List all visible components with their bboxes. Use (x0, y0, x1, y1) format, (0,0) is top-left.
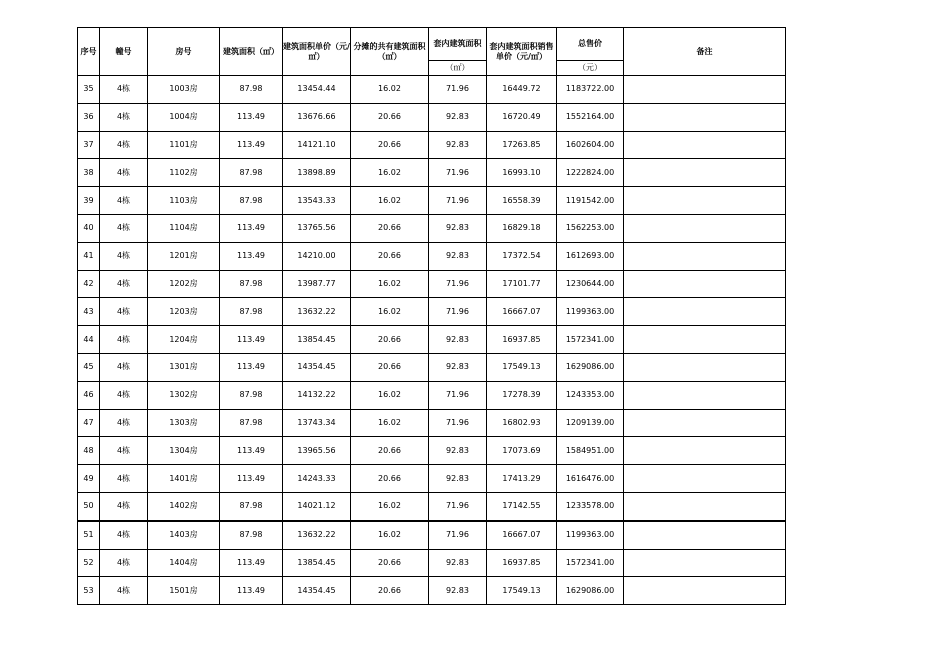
cell-shared-area: 20.66 (351, 465, 429, 493)
cell-total-price: 1183722.00 (557, 76, 624, 104)
cell-area: 87.98 (220, 409, 283, 437)
header-remark: 备注 (624, 28, 786, 76)
cell-inner-area: 71.96 (429, 298, 487, 326)
cell-seq: 40 (78, 214, 100, 242)
cell-price-per-area: 13632.22 (283, 298, 351, 326)
cell-inner-area: 92.83 (429, 214, 487, 242)
cell-shared-area: 16.02 (351, 298, 429, 326)
cell-shared-area: 16.02 (351, 492, 429, 520)
header-inner-area-unit: （㎡） (429, 61, 487, 76)
cell-area: 87.98 (220, 76, 283, 104)
cell-inner-price: 16802.93 (487, 409, 557, 437)
cell-room: 1303房 (148, 409, 220, 437)
cell-shared-area: 16.02 (351, 409, 429, 437)
cell-inner-price: 17101.77 (487, 270, 557, 298)
header-inner-price: 套内建筑面积销售单价（元/㎡） (487, 28, 557, 76)
table-row (78, 298, 786, 326)
cell-total-price: 1562253.00 (557, 214, 624, 242)
cell-room: 1204房 (148, 326, 220, 354)
cell-inner-area: 92.83 (429, 353, 487, 381)
cell-inner-price: 16993.10 (487, 159, 557, 187)
cell-total-price: 1629086.00 (557, 577, 624, 605)
cell-building: 4栋 (100, 409, 148, 437)
cell-inner-price: 16667.07 (487, 298, 557, 326)
cell-seq: 46 (78, 381, 100, 409)
cell-shared-area: 20.66 (351, 326, 429, 354)
cell-total-price: 1199363.00 (557, 298, 624, 326)
table-row (78, 270, 786, 298)
table-row (78, 465, 786, 493)
cell-remark (624, 437, 786, 465)
cell-building: 4栋 (100, 131, 148, 159)
cell-shared-area: 20.66 (351, 242, 429, 270)
cell-seq: 45 (78, 353, 100, 381)
cell-area: 113.49 (220, 437, 283, 465)
cell-shared-area: 16.02 (351, 187, 429, 215)
cell-shared-area: 20.66 (351, 131, 429, 159)
cell-remark (624, 353, 786, 381)
cell-inner-area: 71.96 (429, 187, 487, 215)
cell-area: 87.98 (220, 298, 283, 326)
cell-room: 1004房 (148, 103, 220, 131)
cell-remark (624, 214, 786, 242)
cell-building: 4栋 (100, 242, 148, 270)
cell-seq: 41 (78, 242, 100, 270)
cell-seq: 47 (78, 409, 100, 437)
cell-inner-price: 16667.07 (487, 521, 557, 549)
cell-area: 113.49 (220, 549, 283, 577)
cell-room: 1203房 (148, 298, 220, 326)
cell-area: 113.49 (220, 103, 283, 131)
cell-price-per-area: 14121.10 (283, 131, 351, 159)
cell-inner-price: 17263.85 (487, 131, 557, 159)
cell-room: 1202房 (148, 270, 220, 298)
cell-total-price: 1612693.00 (557, 242, 624, 270)
cell-price-per-area: 13987.77 (283, 270, 351, 298)
cell-price-per-area: 13543.33 (283, 187, 351, 215)
header-area: 建筑面积（㎡） (220, 28, 283, 76)
cell-area: 87.98 (220, 492, 283, 520)
cell-remark (624, 131, 786, 159)
header-total-price: 总售价 (557, 28, 624, 61)
cell-building: 4栋 (100, 214, 148, 242)
cell-price-per-area: 13454.44 (283, 76, 351, 104)
table-row (78, 159, 786, 187)
cell-shared-area: 16.02 (351, 76, 429, 104)
cell-inner-price: 17073.69 (487, 437, 557, 465)
header-room: 房号 (148, 28, 220, 76)
cell-remark (624, 409, 786, 437)
cell-room: 1402房 (148, 492, 220, 520)
cell-seq: 37 (78, 131, 100, 159)
cell-building: 4栋 (100, 381, 148, 409)
cell-total-price: 1191542.00 (557, 187, 624, 215)
cell-inner-price: 16449.72 (487, 76, 557, 104)
cell-seq: 38 (78, 159, 100, 187)
cell-seq: 42 (78, 270, 100, 298)
table-row (78, 187, 786, 215)
cell-seq: 39 (78, 187, 100, 215)
cell-room: 1501房 (148, 577, 220, 605)
cell-inner-price: 17549.13 (487, 577, 557, 605)
cell-inner-area: 71.96 (429, 409, 487, 437)
table-row (78, 437, 786, 465)
cell-area: 87.98 (220, 159, 283, 187)
cell-price-per-area: 14243.33 (283, 465, 351, 493)
cell-area: 87.98 (220, 270, 283, 298)
cell-shared-area: 20.66 (351, 577, 429, 605)
cell-seq: 35 (78, 76, 100, 104)
cell-remark (624, 187, 786, 215)
cell-inner-price: 17142.55 (487, 492, 557, 520)
header-total-price-unit: （元） (557, 61, 624, 76)
cell-total-price: 1584951.00 (557, 437, 624, 465)
cell-price-per-area: 13965.56 (283, 437, 351, 465)
table-row (78, 214, 786, 242)
cell-inner-area: 92.83 (429, 465, 487, 493)
cell-price-per-area: 13854.45 (283, 549, 351, 577)
cell-shared-area: 20.66 (351, 353, 429, 381)
cell-total-price: 1629086.00 (557, 353, 624, 381)
cell-price-per-area: 14021.12 (283, 492, 351, 520)
cell-inner-area: 71.96 (429, 76, 487, 104)
cell-seq: 51 (78, 521, 100, 549)
cell-inner-area: 92.83 (429, 103, 487, 131)
cell-area: 113.49 (220, 131, 283, 159)
cell-remark (624, 577, 786, 605)
cell-building: 4栋 (100, 549, 148, 577)
cell-price-per-area: 13632.22 (283, 521, 351, 549)
cell-seq: 48 (78, 437, 100, 465)
cell-building: 4栋 (100, 270, 148, 298)
cell-shared-area: 20.66 (351, 214, 429, 242)
cell-room: 1104房 (148, 214, 220, 242)
cell-inner-area: 92.83 (429, 577, 487, 605)
cell-building: 4栋 (100, 492, 148, 520)
cell-room: 1201房 (148, 242, 220, 270)
cell-shared-area: 16.02 (351, 159, 429, 187)
header-shared-area: 分摊的共有建筑面积（㎡） (351, 28, 429, 76)
cell-inner-area: 71.96 (429, 270, 487, 298)
cell-remark (624, 103, 786, 131)
cell-remark (624, 298, 786, 326)
cell-room: 1302房 (148, 381, 220, 409)
cell-room: 1301房 (148, 353, 220, 381)
cell-room: 1003房 (148, 76, 220, 104)
cell-building: 4栋 (100, 103, 148, 131)
cell-area: 113.49 (220, 577, 283, 605)
table-row (78, 549, 786, 577)
cell-price-per-area: 13898.89 (283, 159, 351, 187)
table-header (78, 28, 786, 76)
cell-total-price: 1616476.00 (557, 465, 624, 493)
cell-shared-area: 20.66 (351, 103, 429, 131)
cell-total-price: 1243353.00 (557, 381, 624, 409)
cell-shared-area: 16.02 (351, 521, 429, 549)
cell-remark (624, 549, 786, 577)
table-row (78, 326, 786, 354)
cell-seq: 50 (78, 492, 100, 520)
price-table (77, 27, 786, 605)
cell-total-price: 1602604.00 (557, 131, 624, 159)
cell-area: 113.49 (220, 242, 283, 270)
table-row (78, 76, 786, 104)
cell-total-price: 1233578.00 (557, 492, 624, 520)
cell-price-per-area: 14354.45 (283, 353, 351, 381)
cell-area: 87.98 (220, 381, 283, 409)
table-row (78, 131, 786, 159)
cell-price-per-area: 13854.45 (283, 326, 351, 354)
table-row (78, 521, 786, 549)
cell-seq: 43 (78, 298, 100, 326)
cell-remark (624, 521, 786, 549)
cell-building: 4栋 (100, 326, 148, 354)
cell-inner-area: 92.83 (429, 549, 487, 577)
table-body (78, 76, 786, 605)
cell-inner-price: 16558.39 (487, 187, 557, 215)
cell-remark (624, 159, 786, 187)
cell-inner-price: 17549.13 (487, 353, 557, 381)
cell-area: 87.98 (220, 521, 283, 549)
cell-room: 1403房 (148, 521, 220, 549)
cell-inner-area: 71.96 (429, 381, 487, 409)
cell-building: 4栋 (100, 353, 148, 381)
cell-remark (624, 326, 786, 354)
cell-inner-area: 92.83 (429, 326, 487, 354)
header-building: 幢号 (100, 28, 148, 76)
cell-area: 113.49 (220, 214, 283, 242)
table-row (78, 381, 786, 409)
cell-inner-price: 16937.85 (487, 326, 557, 354)
cell-remark (624, 492, 786, 520)
cell-seq: 36 (78, 103, 100, 131)
cell-inner-price: 17413.29 (487, 465, 557, 493)
cell-area: 87.98 (220, 187, 283, 215)
cell-room: 1102房 (148, 159, 220, 187)
cell-inner-price: 17278.39 (487, 381, 557, 409)
cell-room: 1401房 (148, 465, 220, 493)
header-price-per-area: 建筑面积单价（元/㎡） (283, 28, 351, 76)
cell-building: 4栋 (100, 437, 148, 465)
cell-shared-area: 16.02 (351, 270, 429, 298)
cell-remark (624, 76, 786, 104)
cell-inner-area: 71.96 (429, 521, 487, 549)
cell-area: 113.49 (220, 353, 283, 381)
cell-total-price: 1552164.00 (557, 103, 624, 131)
cell-total-price: 1199363.00 (557, 521, 624, 549)
cell-room: 1404房 (148, 549, 220, 577)
cell-total-price: 1209139.00 (557, 409, 624, 437)
cell-inner-area: 71.96 (429, 492, 487, 520)
table-row (78, 577, 786, 605)
cell-inner-price: 16720.49 (487, 103, 557, 131)
cell-remark (624, 465, 786, 493)
cell-price-per-area: 14354.45 (283, 577, 351, 605)
cell-total-price: 1230644.00 (557, 270, 624, 298)
cell-inner-price: 16829.18 (487, 214, 557, 242)
cell-inner-area: 92.83 (429, 437, 487, 465)
cell-price-per-area: 13743.34 (283, 409, 351, 437)
cell-building: 4栋 (100, 465, 148, 493)
cell-area: 113.49 (220, 326, 283, 354)
table-row (78, 103, 786, 131)
cell-seq: 52 (78, 549, 100, 577)
cell-room: 1103房 (148, 187, 220, 215)
table-row (78, 492, 786, 520)
cell-building: 4栋 (100, 521, 148, 549)
cell-total-price: 1222824.00 (557, 159, 624, 187)
cell-inner-area: 71.96 (429, 159, 487, 187)
cell-building: 4栋 (100, 159, 148, 187)
cell-building: 4栋 (100, 187, 148, 215)
cell-inner-area: 92.83 (429, 131, 487, 159)
cell-shared-area: 20.66 (351, 549, 429, 577)
table-row (78, 409, 786, 437)
cell-price-per-area: 13765.56 (283, 214, 351, 242)
cell-price-per-area: 14132.22 (283, 381, 351, 409)
cell-price-per-area: 13676.66 (283, 103, 351, 131)
cell-seq: 49 (78, 465, 100, 493)
cell-remark (624, 381, 786, 409)
header-seq: 序号 (78, 28, 100, 76)
cell-building: 4栋 (100, 577, 148, 605)
table-row (78, 242, 786, 270)
cell-inner-price: 16937.85 (487, 549, 557, 577)
cell-seq: 44 (78, 326, 100, 354)
cell-remark (624, 270, 786, 298)
cell-room: 1101房 (148, 131, 220, 159)
cell-price-per-area: 14210.00 (283, 242, 351, 270)
cell-room: 1304房 (148, 437, 220, 465)
cell-area: 113.49 (220, 465, 283, 493)
cell-seq: 53 (78, 577, 100, 605)
cell-shared-area: 20.66 (351, 437, 429, 465)
cell-building: 4栋 (100, 76, 148, 104)
table-row (78, 353, 786, 381)
cell-total-price: 1572341.00 (557, 326, 624, 354)
cell-remark (624, 242, 786, 270)
cell-inner-price: 17372.54 (487, 242, 557, 270)
cell-total-price: 1572341.00 (557, 549, 624, 577)
header-inner-area: 套内建筑面积 (429, 28, 487, 61)
cell-shared-area: 16.02 (351, 381, 429, 409)
cell-building: 4栋 (100, 298, 148, 326)
cell-inner-area: 92.83 (429, 242, 487, 270)
